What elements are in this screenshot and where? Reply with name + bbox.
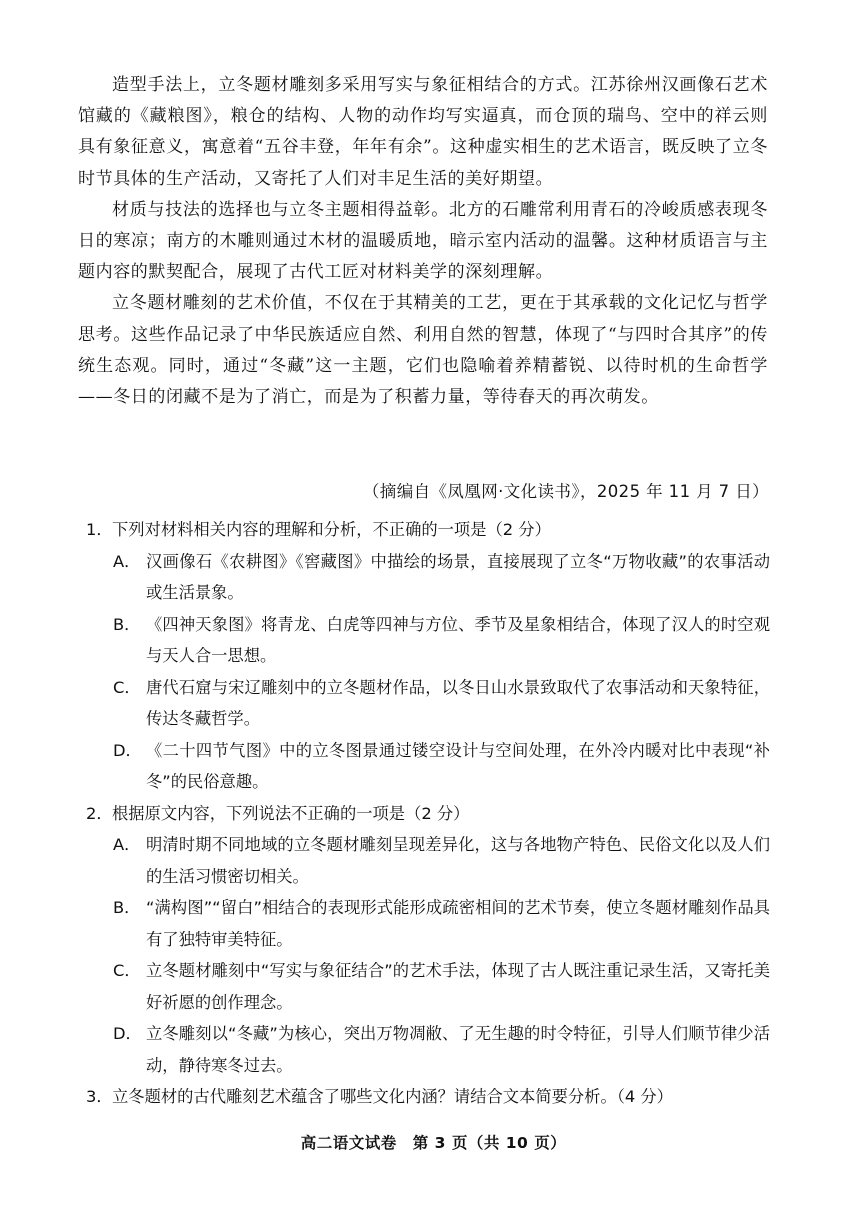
question-stem: 下列对材料相关内容的理解和分析，不正确的一项是（2 分） <box>112 520 551 539</box>
question-2 <box>86 798 776 1082</box>
option-letter: B． <box>113 614 141 634</box>
reading-passage <box>78 70 768 413</box>
passage-paragraph-2: 材质与技法的选择也与立冬主题相得益彰。北方的石雕常利用青石的冷峻质感表现冬日的寒凉；南方的木雕则通过木材的温暖质地，暗示室内活动的温馨。这种材质语言与主题内容的默契配合，展现了古代工匠对材料美学的深刻理解。 <box>78 199 768 283</box>
passage-paragraph-1: 造型手法上，立冬题材雕刻多采用写实与象征相结合的方式。江苏徐州汉画像石艺术馆藏的《藏粮图》，粮仓的结构、人物的动作均写实逼真，而仓顶的瑞鸟、空中的祥云则具有象征意义，寓意着“五谷丰登，年年有余”。这种虚实相生的艺术语言，既反映了立冬时节具体的生产活动，又寄托了人们对丰足生活的美好期望。 <box>78 75 768 189</box>
option-text: 明清时期不同地域的立冬题材雕刻呈现差异化，这与各地物产特色、民俗文化以及人们的生活习惯密切相关。 <box>146 835 770 886</box>
passage-source: （摘编自《凤凰网·文化读书》，2025 年 11 月 7 日） <box>362 482 769 501</box>
option-letter: A． <box>113 551 141 571</box>
option-text: 汉画像石《农耕图》《窖藏图》中描绘的场景，直接展现了立冬“万物收藏”的农事活动或生活景象。 <box>146 551 770 602</box>
page-footer: 高二语文试卷 第 3 页（共 10 页） <box>300 1134 567 1152</box>
question-1 <box>86 514 776 798</box>
question-3 <box>86 1081 776 1113</box>
option-text: 立冬题材雕刻中“写实与象征结合”的艺术手法，体现了古人既注重记录生活，又寄托美好祈愿的创作理念。 <box>146 961 770 1012</box>
option-text: 《二十四节气图》中的立冬图景通过镂空设计与空间处理，在外冷内暖对比中表现“补冬”的民俗意趣。 <box>146 740 770 791</box>
option-d <box>113 735 776 798</box>
option-letter: C． <box>113 677 141 697</box>
option-letter: C． <box>113 961 141 980</box>
option-text: 立冬雕刻以“冬藏”为核心，突出万物凋敝、了无生趣的时令特征，引导人们顺节律少活动，静待寒冬过去。 <box>146 1024 770 1075</box>
option-letter: D． <box>113 1024 142 1043</box>
option-letter: D． <box>113 740 142 760</box>
question-stem: 根据原文内容，下列说法不正确的一项是（2 分） <box>112 803 470 823</box>
option-c <box>113 672 776 735</box>
option-text: 《四神天象图》将青龙、白虎等四神与方位、季节及星象相结合，体现了汉人的时空观与天人合一思想。 <box>146 614 770 665</box>
option-b <box>113 609 776 672</box>
option-a <box>113 829 776 892</box>
option-b <box>113 892 776 955</box>
option-a <box>113 546 776 609</box>
option-c <box>113 955 776 1018</box>
option-d <box>113 1018 776 1081</box>
question-number: 3． <box>86 1087 113 1106</box>
question-number: 2． <box>86 803 113 823</box>
option-letter: B． <box>113 898 141 917</box>
passage-paragraph-3: 立冬题材雕刻的艺术价值，不仅在于其精美的工艺，更在于其承载的文化记忆与哲学思考。这些作品记录了中华民族适应自然、利用自然的智慧，体现了“与四时合其序”的传统生态观。同时，通过“冬藏”这一主题，它们也隐喻着养精蓄锐、以待时机的生命哲学——冬日的闭藏不是为了消亡，而是为了积蓄力量，等待春天的再次萌发。 <box>78 293 768 408</box>
option-letter: A． <box>113 835 141 854</box>
question-number: 1． <box>86 520 113 539</box>
question-list <box>86 514 776 1113</box>
option-text: 唐代石窟与宋辽雕刻中的立冬题材作品，以冬日山水景致取代了农事活动和天象特征，传达冬藏哲学。 <box>146 677 770 728</box>
question-stem: 立冬题材的古代雕刻艺术蕴含了哪些文化内涵？请结合文本简要分析。（4 分） <box>112 1087 673 1106</box>
option-text: “满构图”“留白”相结合的表现形式能形成疏密相间的艺术节奏，使立冬题材雕刻作品具有了独特审美特征。 <box>146 898 770 949</box>
